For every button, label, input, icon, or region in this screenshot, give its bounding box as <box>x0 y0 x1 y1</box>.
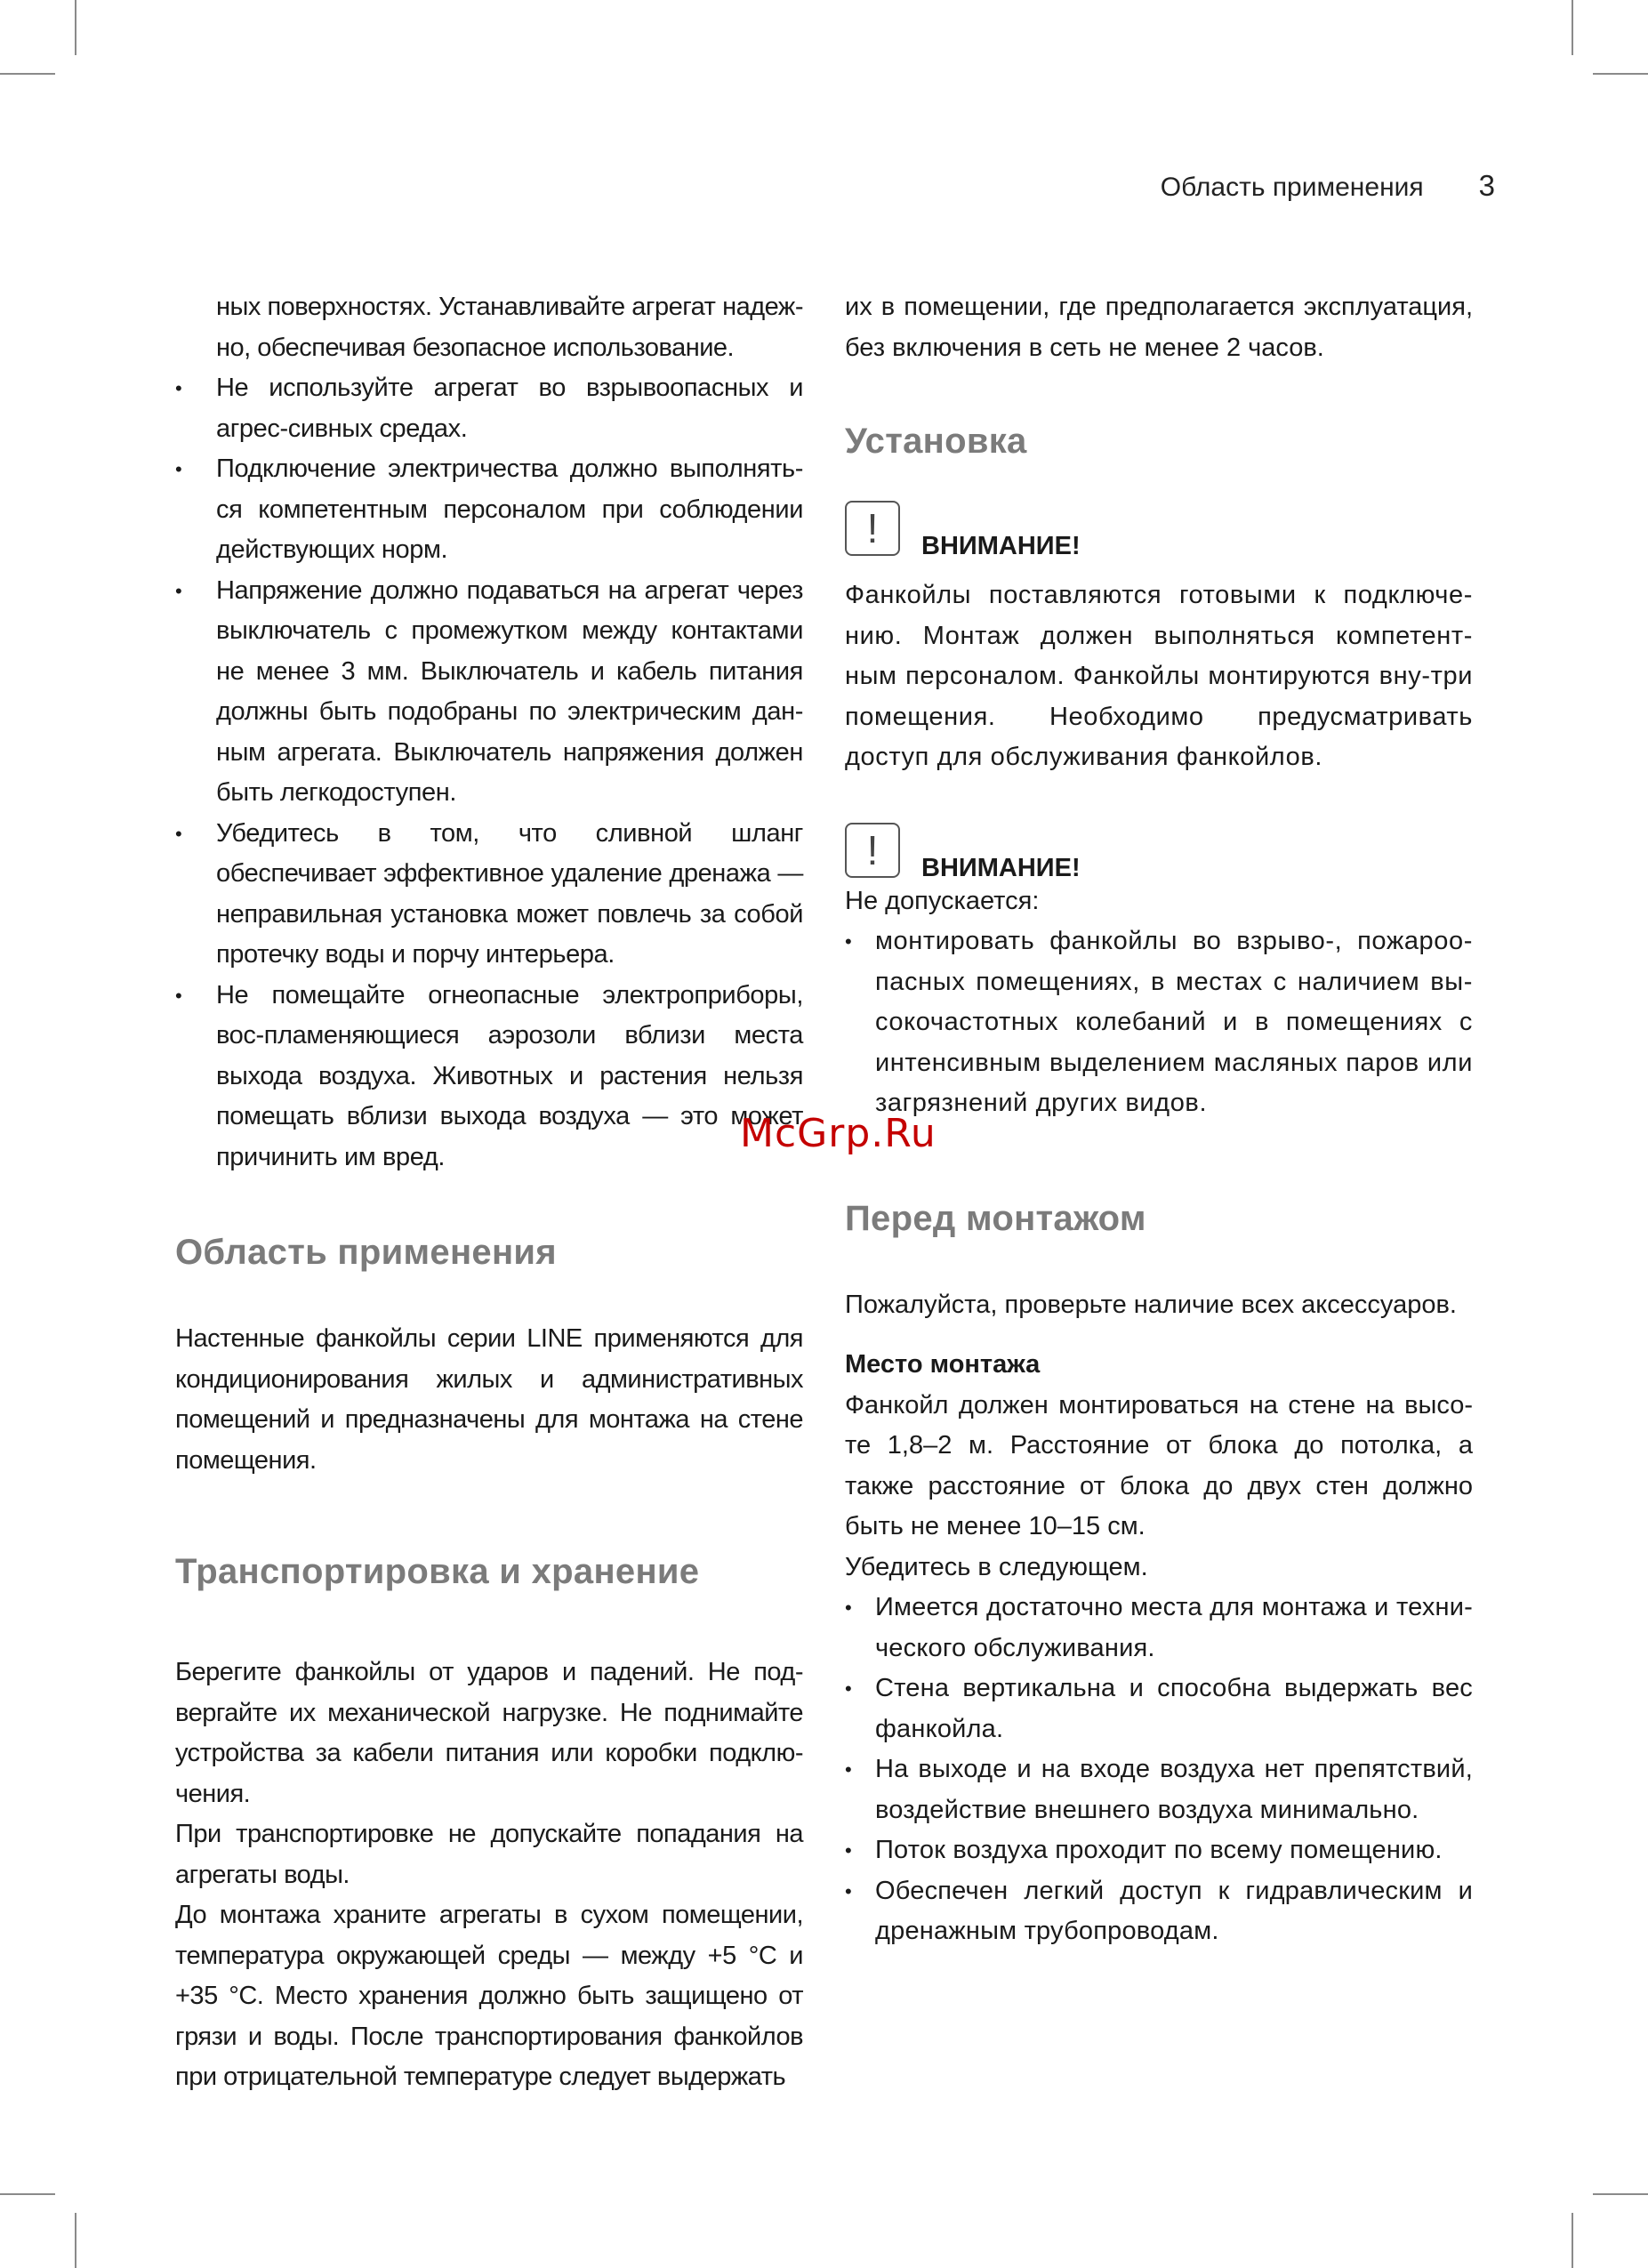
transport-paragraph: При транспортировке не допускайте попадания на агрегаты воды. <box>175 1820 803 1889</box>
running-head <box>1161 169 1495 203</box>
transport-paragraph: До монтажа храните агрегаты в сухом помещении, температура окружающей среды — между +5 °С и +35 °С. Место хранения должно быть защищено от грязи и воды. После транспортирования фанкойлов при отрицательной температуре следует выдержать <box>175 1901 803 2091</box>
list-item: • монтировать фанкойлы во взрыво-, пожароо-пасных помещениях, в местах с наличием вы-сокочастотных колебаний и в помещениях с интенсивным выделением масляных паров или загрязнений других видов. <box>845 921 1473 1124</box>
check-intro: Убедитесь в следующем. <box>845 1552 1148 1581</box>
list-item: • Стена вертикальна и способна выдержать вес фанкойла. <box>845 1669 1473 1749</box>
list-item: • Не помещайте огнеопасные электроприборы, вос-пламеняющиеся аэрозоли вблизи места выхода воздуха. Животных и растения нельзя помещать вблизи выхода воздуха — это может причинить им вред. <box>175 976 803 1178</box>
crop-mark <box>75 2213 76 2268</box>
warning-icon: ! <box>845 501 900 556</box>
check-list <box>845 1588 1473 1952</box>
section-heading-install: Установка <box>845 422 1027 461</box>
place-text: Фанкойл должен монтироваться на стене на высо-те 1,8–2 м. Расстояние от блока до потолка, а также расстояние от блока до двух стен должно быть не менее 10–15 см. <box>845 1390 1473 1540</box>
warning-label: ВНИМАНИЕ! <box>921 532 1081 560</box>
warning-block <box>845 823 1473 882</box>
list-item: • Убедитесь в том, что сливной шланг обеспечивает эффективное удаление дренажа — неправильная установка может повлечь за собой протечку воды и порчу интерьера. <box>175 814 803 976</box>
crop-mark <box>1593 73 1648 75</box>
list-item: • Имеется достаточно места для монтажа и техни-ческого обслуживания. <box>845 1588 1473 1669</box>
list-item: • Поток воздуха проходит по всему помещению. <box>845 1830 1473 1871</box>
warning-intro: Не допускается: <box>845 886 1040 915</box>
right-column <box>845 287 1473 1952</box>
crop-mark <box>1572 0 1573 55</box>
list-item: • На выходе и на входе воздуха нет препятствий, воздействие внешнего воздуха минимально. <box>845 1749 1473 1830</box>
running-head-title: Область применения <box>1160 173 1424 202</box>
crop-mark <box>0 2193 55 2195</box>
warning-label: ВНИМАНИЕ! <box>921 853 1081 882</box>
before-intro: Пожалуйста, проверьте наличие всех аксессуаров. <box>845 1290 1457 1319</box>
safety-list <box>175 368 803 1178</box>
application-text: Настенные фанкойлы серии LINE применяются для кондиционирования жилых и административных помещений и предназначены для монтажа на стене помещения. <box>175 1324 803 1475</box>
continuation-text: их в помещении, где предполагается эксплуатация, без включения в сеть не менее 2 часов. <box>845 293 1473 362</box>
page-number: 3 <box>1478 169 1495 202</box>
section-heading-application: Область применения <box>175 1233 557 1272</box>
list-item: • Подключение электричества должно выполнять-ся компетентным персоналом при соблюдении действующих норм. <box>175 449 803 571</box>
prohibited-list <box>845 921 1473 1124</box>
crop-mark <box>0 73 55 75</box>
left-column <box>175 287 803 2098</box>
list-item: • Не используйте агрегат во взрывоопасных и агрес-сивных средах. <box>175 368 803 449</box>
continuation-text: ных поверхностях. Устанавливайте агрегат надеж-но, обеспечивая безопасное использование. <box>216 293 803 362</box>
section-heading-transport: Транспортировка и хранение <box>175 1552 700 1591</box>
crop-mark <box>1593 2193 1648 2195</box>
watermark: McGrp.Ru <box>740 1111 937 1156</box>
transport-paragraph: Берегите фанкойлы от ударов и падений. Не под-вергайте их механической нагрузке. Не поднимайте устройства за кабели питания или коробки подклю-чения. <box>175 1658 803 1808</box>
section-heading-before: Перед монтажом <box>845 1198 1146 1238</box>
warning-block <box>845 501 1473 560</box>
warning-text: Фанкойлы поставляются готовыми к подключе-нию. Монтаж должен выполняться компетент-ным персоналом. Фанкойлы монтируются вну-три помещения. Необходимо предусматривать доступ для обслуживания фанкойлов. <box>845 581 1473 771</box>
list-item: • Напряжение должно подаваться на агрегат через выключатель с промежутком между контактами не менее 3 мм. Выключатель и кабель питания должны быть подобраны по электрическим дан-ным агрегата. Выключатель напряжения должен быть легкодоступен. <box>175 571 803 814</box>
crop-mark <box>75 0 76 55</box>
list-item: • Обеспечен легкий доступ к гидравлическим и дренажным трубопроводам. <box>845 1871 1473 1952</box>
crop-mark <box>1572 2213 1573 2268</box>
warning-icon: ! <box>845 823 900 878</box>
place-subheading: Место монтажа <box>845 1350 1041 1379</box>
